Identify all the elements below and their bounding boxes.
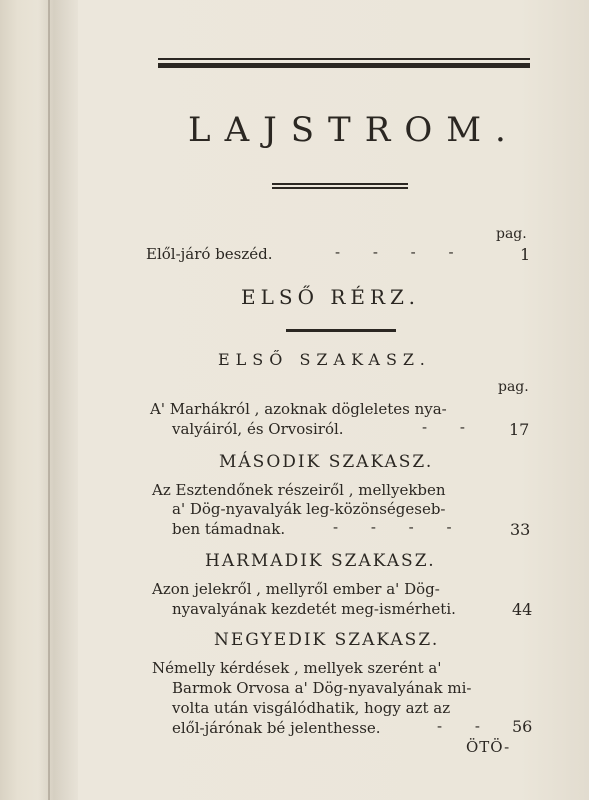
section-2-line: ben támadnak. — [172, 520, 286, 538]
preface-leader: - - - - — [335, 243, 468, 261]
pag-label: pag. — [496, 226, 527, 242]
section-3-heading: HARMADIK SZAKASZ. — [205, 551, 436, 571]
section-4-page: 56 — [512, 717, 533, 736]
section-2-heading: MÁSODIK SZAKASZ. — [219, 452, 434, 472]
section-4-line: Barmok Orvosa a' Dög-nyavalyának mi- — [172, 679, 472, 697]
title-rule — [272, 183, 408, 189]
section-4-line: elől-járónak bé jelenthesse. — [172, 719, 381, 737]
section-1-line: A' Marhákról , azoknak dögleletes nya- — [150, 400, 447, 418]
section-4-line: Némelly kérdések , mellyek szerént a' — [152, 659, 442, 677]
preface-page: 1 — [520, 245, 531, 264]
section-3-line: Azon jelekről , mellyről ember a' Dög- — [152, 580, 440, 598]
section-4-leader: - - — [437, 717, 494, 735]
section-3-line: nyavalyának kezdetét meg-ismérheti. — [172, 600, 456, 618]
section-2-line: Az Esztendőnek részeiről , mellyekben — [152, 481, 446, 499]
section-2-leader: - - - - — [333, 518, 466, 536]
section-4-line: volta után visgálódhatik, hogy azt az — [172, 699, 451, 717]
page-spine-shadow — [38, 0, 78, 800]
page-fold-line — [48, 0, 50, 800]
section-3-page: 44 — [512, 600, 533, 619]
preface-text: Elől-járó beszéd. — [146, 245, 273, 263]
top-ornamental-rule — [158, 58, 530, 68]
section-2-line: a' Dög-nyavalyák leg-közönségeseb- — [172, 500, 446, 518]
section-1-page: 17 — [509, 420, 530, 439]
chapter-heading: ELSŐ RÉRZ. — [241, 285, 420, 309]
section-2-page: 33 — [510, 520, 531, 539]
chapter-rule — [286, 329, 396, 332]
pag-label: pag. — [498, 379, 529, 395]
catchword: ÖTÖ- — [466, 738, 511, 756]
section-1-heading: ELSŐ SZAKASZ. — [218, 350, 431, 369]
section-4-heading: NEGYEDIK SZAKASZ. — [214, 630, 440, 650]
page-title: LAJSTROM. — [188, 110, 520, 150]
section-1-leader: - - — [422, 418, 479, 436]
section-1-line: valyáiról, és Orvosiról. — [172, 420, 344, 438]
